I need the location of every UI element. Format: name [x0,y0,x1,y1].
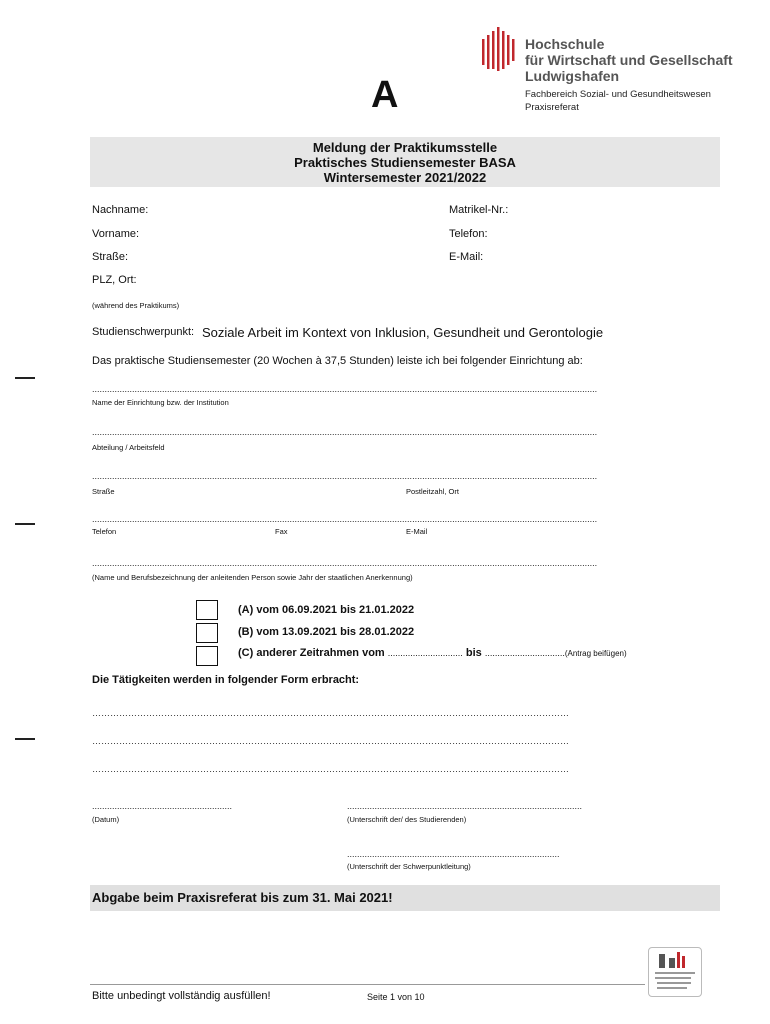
margin-mark [15,738,35,740]
datum-dotted-line[interactable]: ........................................................ [92,801,233,811]
university-name: Hochschule für Wirtschaft und Gesellschaft Ludwigshafen [525,36,733,84]
activities-line[interactable]: …………………………………………………………………………………………………………………………………………… [92,736,569,746]
strasse-dotted-line[interactable]: .......................................................................................................................................................................................................... [92,471,598,481]
intro-text: Das praktische Studiensemester (20 Wochen à 37,5 Stunden) leiste ich bei folgender Einrichtung ab: [92,355,583,367]
institution-name-label: Name der Einrichtung bzw. der Institution [92,398,229,407]
institution-telefon-label: Telefon [92,527,117,536]
option-a-checkbox[interactable] [196,600,218,620]
plz-label: PLZ, Ort: [92,274,137,286]
name-dotted-line[interactable]: .......................................................................................................................................................................................................... [92,384,598,394]
strasse-label: Straße: [92,251,129,263]
certification-seal-icon [648,947,702,997]
activities-heading: Die Tätigkeiten werden in folgender Form erbracht: [92,674,360,686]
deadline-banner: Abgabe beim Praxisreferat bis zum 31. Mai 2021! [90,885,720,911]
mentor-label: (Name und Berufsbezeichnung der anleitenden Person sowie Jahr der staatlichen Anerkennung) [92,573,413,582]
telefon-dotted-line[interactable]: .......................................................................................................................................................................................................... [92,514,598,524]
activities-line[interactable]: …………………………………………………………………………………………………………………………………………… [92,764,569,774]
form-letter: A [371,74,399,116]
plz-note: (während des Praktikums) [92,301,180,310]
institution-fax-label: Fax [275,527,288,536]
student-signature-line[interactable]: .............................................................................................. [347,801,583,811]
page-number: Seite 1 von 10 [367,992,425,1002]
abteilung-dotted-line[interactable]: .......................................................................................................................................................................................................... [92,427,598,437]
option-c-checkbox[interactable] [196,646,218,666]
vorname-label: Vorname: [92,228,140,240]
option-c-label: (C) anderer Zeitrahmen vom .............................. bis ................................(Antrag beifügen) [238,647,627,659]
institution-strasse-label: Straße [92,487,115,496]
institution-email-label: E-Mail [406,527,428,536]
university-logo-icon [482,27,520,73]
matrikel-label: Matrikel-Nr.: [449,204,509,216]
telefon-label: Telefon: [449,228,488,240]
option-b-checkbox[interactable] [196,623,218,643]
lead-signature-line[interactable]: ..................................................................................... [347,849,560,859]
option-a-label: (A) vom 06.09.2021 bis 21.01.2022 [238,604,415,616]
email-label: E-Mail: [449,251,484,263]
abteilung-label: Abteilung / Arbeitsfeld [92,443,165,452]
student-signature-label: (Unterschrift der/ des Studierenden) [347,815,467,824]
margin-mark [15,377,35,379]
nachname-label: Nachname: [92,204,149,216]
mentor-dotted-line[interactable]: .......................................................................................................................................................................................................... [92,558,598,568]
footer-reminder: Bitte unbedingt vollständig ausfüllen! [92,990,271,1002]
footer-divider [90,984,645,985]
schwerpunkt-value: Soziale Arbeit im Kontext von Inklusion, Gesundheit und Gerontologie [202,325,604,340]
activities-line[interactable]: …………………………………………………………………………………………………………………………………………… [92,708,569,718]
department-info: Fachbereich Sozial- und Gesundheitswesen Praxisreferat [525,89,711,113]
form-title: Meldung der Praktikumsstelle Praktisches Studiensemester BASA Wintersemester 2021/2022 [90,137,720,187]
schwerpunkt-label: Studienschwerpunkt: [92,326,195,338]
margin-mark [15,523,35,525]
option-b-label: (B) vom 13.09.2021 bis 28.01.2022 [238,626,415,638]
datum-label: (Datum) [92,815,120,824]
lead-signature-label: (Unterschrift der Schwerpunktleitung) [347,862,471,871]
institution-plz-label: Postleitzahl, Ort [406,487,459,496]
